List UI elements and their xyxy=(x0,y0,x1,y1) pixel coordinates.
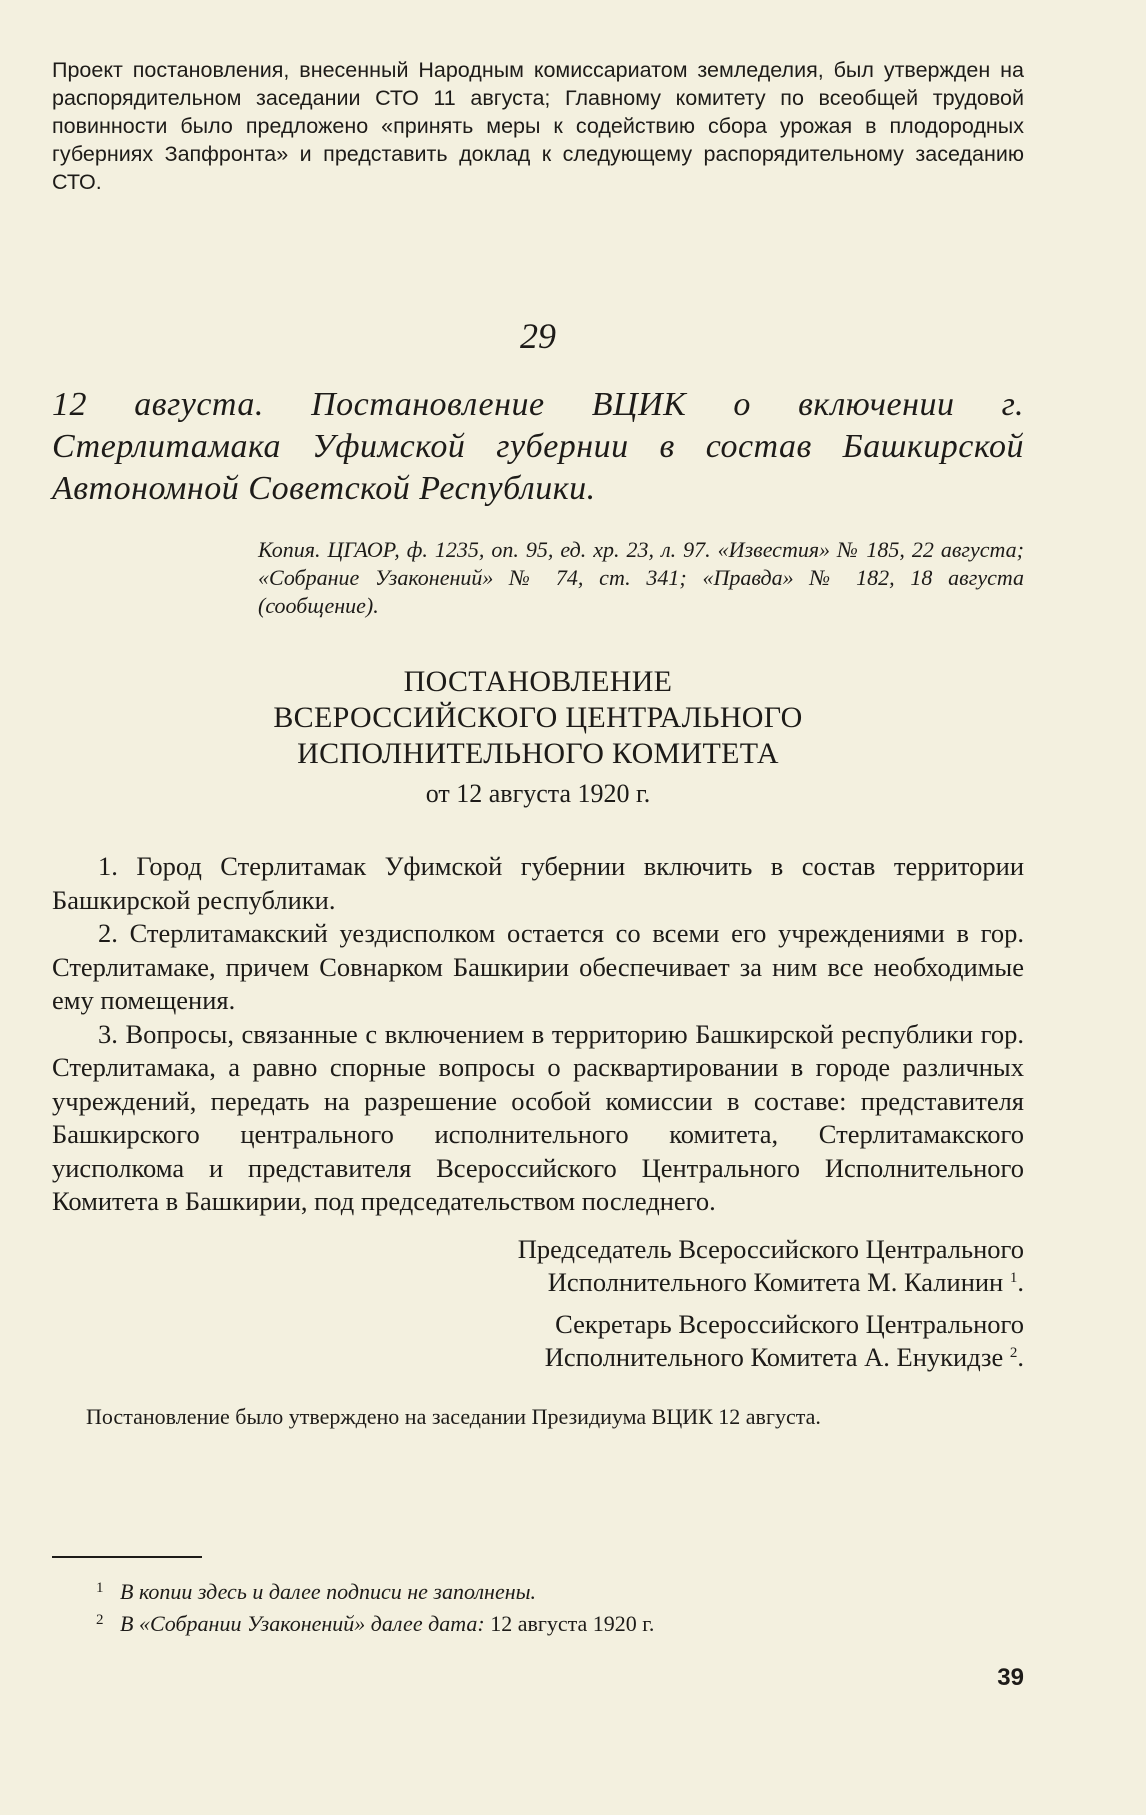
approval-note: Постановление было утверждено на заседании Президиума ВЦИК 12 августа. xyxy=(86,1403,821,1429)
decree-item-1: 1. Город Стерлитамак Уфимской губернии включить в состав территории Башкирской республики. xyxy=(52,851,1024,915)
signature-secretary xyxy=(52,1308,1024,1375)
signature-secretary-line-2: Исполнительного Комитета А. Енукидзе $^2$. xyxy=(544,1342,1024,1372)
source-reference: Копия. ЦГАОР, ф. 1235, оп. 95, ед. хр. 23, л. 97. «Известия» № 185, 22 августа; «Собрание Узаконений» № 74, ст. 341; «Правда» № 182, 18 августа (сообщение). xyxy=(258,537,1024,618)
heading-date: от 12 августа 1920 г. xyxy=(425,779,651,808)
signature-chairman xyxy=(52,1233,1024,1300)
footnote-2-text-plain: 12 августа 1920 г. xyxy=(490,1611,655,1636)
signature-chairman-name: Исполнительного Комитета М. Калинин xyxy=(547,1267,1004,1297)
heading-line-2: ВСЕРОССИЙСКОГО ЦЕНТРАЛЬНОГО xyxy=(273,701,803,734)
footnote-2-text-italic: В «Собрании Узаконений» далее дата: xyxy=(120,1611,485,1636)
heading-line-1: ПОСТАНОВЛЕНИЕ xyxy=(403,665,673,698)
decree-heading xyxy=(52,664,1024,810)
decree-items xyxy=(52,850,1024,1219)
page-number: 39 xyxy=(997,1664,1024,1691)
footnote-1-mark: 1 xyxy=(96,1580,104,1596)
heading-line-3: ИСПОЛНИТЕЛЬНОГО КОМИТЕТА xyxy=(297,737,779,770)
footnote-1 xyxy=(52,1576,1024,1608)
signature-chairman-line-1: Председатель Всероссийского Центрального xyxy=(517,1233,1024,1264)
footnote-divider xyxy=(52,1556,202,1558)
decree-item-2: 2. Стерлитамакский уездисполком остается со всеми его учреждениями в гор. Стерлитамаке, причем Совнарком Башкирии обеспечивает за ним все необходимые ему помещения. xyxy=(52,918,1024,1015)
document-page xyxy=(52,56,1024,1431)
signature-secretary-name: Исполнительного Комитета А. Енукидзе xyxy=(544,1342,1004,1372)
footnote-1-text: В копии здесь и далее подписи не заполнены. xyxy=(120,1579,537,1604)
intro-paragraph: Проект постановления, внесенный Народным комиссариатом земледелия, был утвержден на распорядительном заседании СТО 11 августа; Главному комитету по всеобщей трудовой повинности было предложено «принять меры к содействию сбора урожая в плодородных губерниях Запфронта» и представить доклад к следующему распорядительному заседанию СТО. xyxy=(52,58,1024,194)
signature-secretary-line-1: Секретарь Всероссийского Центрального xyxy=(555,1308,1024,1339)
footnote-ref-2: 2 xyxy=(1009,1345,1018,1361)
signature-chairman-line-2: Исполнительного Комитета М. Калинин $^1$. xyxy=(547,1267,1024,1297)
document-number: 29 xyxy=(520,316,556,356)
footnote-ref-1: 1 xyxy=(1009,1270,1018,1286)
footnotes xyxy=(52,1576,1024,1640)
document-title: 12 августа. Постановление ВЦИК о включении г. Стерлитамака Уфимской губернии в состав Башкирской Автономной Советской Республики. xyxy=(52,386,1024,507)
footnote-2 xyxy=(52,1608,1024,1640)
footnote-2-mark: 2 xyxy=(96,1612,104,1628)
decree-item-3: 3. Вопросы, связанные с включением в территорию Башкирской республики гор. Стерлитамака, а равно спорные вопросы о расквартировании в городе различных учреждений, передать на разрешение особой комиссии в составе: представителя Башкирского центрального исполнительного комитета, Стерлитамакского уисполкома и представителя Всероссийского Центрального Исполнительного Комитета в Башкирии, под председательством последнего. xyxy=(52,1018,1024,1216)
footnote-2-body xyxy=(96,1608,654,1640)
